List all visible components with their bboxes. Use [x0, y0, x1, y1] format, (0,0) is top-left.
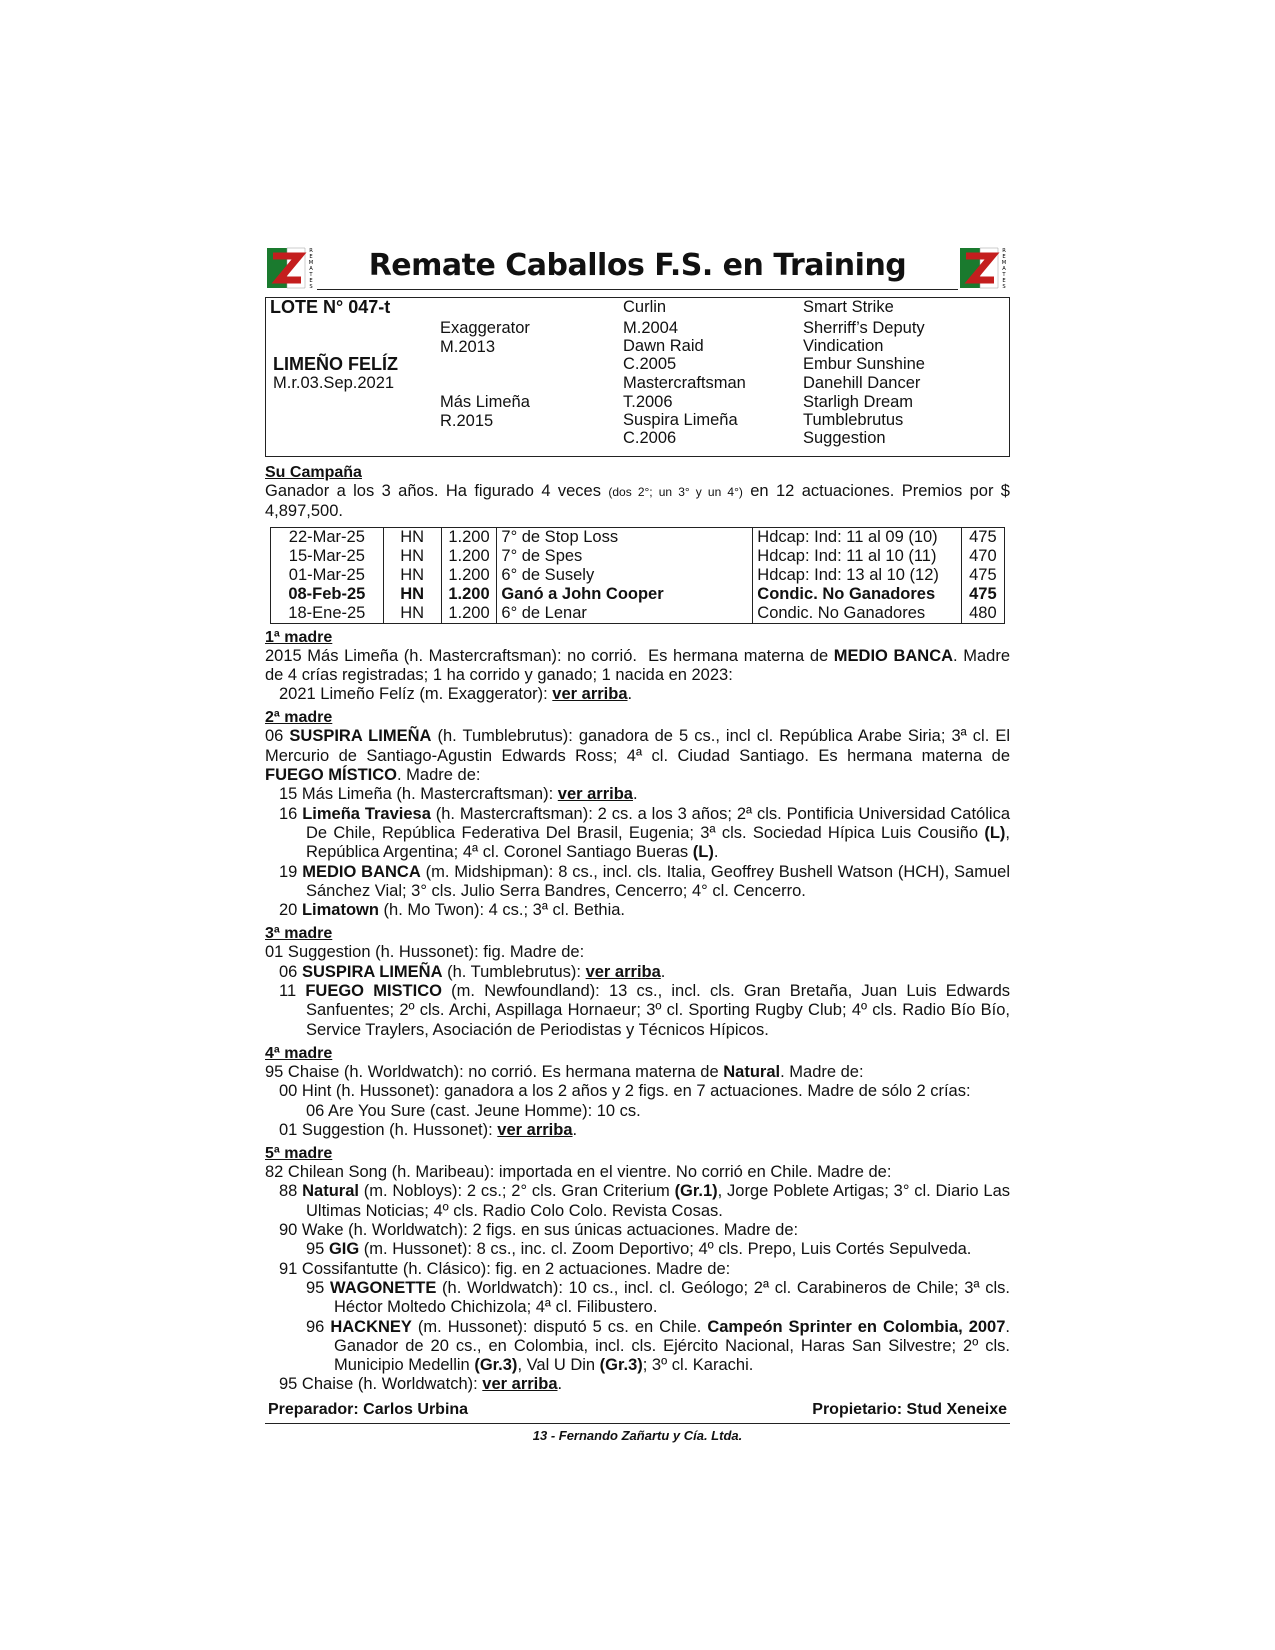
- footer-credits: [265, 1401, 1010, 1419]
- race-track: HN: [383, 566, 441, 585]
- grandsire-2-info: T.2006: [623, 393, 673, 411]
- grandsire-2: Mastercraftsman: [623, 374, 746, 392]
- page-footer-note: 13 - Fernando Zañartu y Cía. Ltda.: [532, 1427, 743, 1443]
- second-dam-title: 2ª madre: [265, 709, 333, 727]
- race-distance: 1.200: [441, 547, 497, 566]
- race-condition: Hdcap: Ind: 13 al 10 (12): [753, 566, 962, 585]
- dam-info: R.2015: [440, 412, 494, 430]
- race-date: 18-Ene-25: [271, 604, 384, 624]
- fourth-dam-grand-offspring: 06 Are You Sure (cast. Jeune Homme): 10 cs.: [306, 1101, 641, 1120]
- svg-text:A: A: [309, 266, 313, 272]
- race-distance: 1.200: [441, 604, 497, 624]
- title-underline: [317, 289, 958, 290]
- fifth-dam-title: 5ª madre: [265, 1145, 333, 1163]
- ggs-2: Sherriff’s Deputy: [803, 319, 925, 337]
- sire-info: M.2013: [440, 338, 496, 356]
- first-dam-offspring: 2021 Limeño Felíz (m. Exaggerator): ver arriba.: [279, 685, 633, 704]
- svg-text:R: R: [1002, 248, 1006, 254]
- race-result: Ganó a John Cooper: [497, 585, 753, 604]
- race-date: 15-Mar-25: [271, 547, 384, 566]
- race-track: HN: [383, 527, 441, 547]
- svg-text:E: E: [309, 278, 313, 284]
- svg-text:R: R: [309, 248, 313, 254]
- race-weight: 475: [961, 566, 1004, 585]
- svg-text:S: S: [1002, 284, 1006, 290]
- footer-rule: [265, 1423, 1010, 1424]
- ggs-7: Tumblebrutus: [803, 411, 904, 429]
- race-result: 7° de Stop Loss: [497, 527, 753, 547]
- race-row: [271, 604, 1005, 624]
- race-row: [271, 527, 1005, 547]
- second-dam-offspring-1: 15 Más Limeña (h. Mastercraftsman): ver arriba.: [279, 785, 638, 804]
- dam-name: Más Limeña: [440, 393, 530, 411]
- second-dam-offspring-3: 19 MEDIO BANCA (m. Midshipman): 8 cs., incl. cls. Italia, Geoffrey Bushell Watson (HCH), Samuel Sánchez Vial; 3° cls. Julio Serra Bandres, Cencerro; 4° cl. Cencerro.: [279, 862, 1010, 900]
- race-weight: 470: [961, 547, 1004, 566]
- third-dam-offspring-1: 06 SUSPIRA LIMEÑA (h. Tumblebrutus): ver arriba.: [279, 962, 666, 981]
- fourth-dam-offspring-1: 00 Hint (h. Hussonet): ganadora a los 2 años y 2 figs. en 7 actuaciones. Madre de sólo 2 crías:: [279, 1082, 971, 1101]
- horse-name: LIMEÑO FELÍZ: [273, 354, 398, 374]
- race-track: HN: [383, 604, 441, 624]
- ggs-6: Starligh Dream: [803, 393, 914, 411]
- second-dam-offspring-4: 20 Limatown (h. Mo Twon): 4 cs.; 3ª cl. Bethia.: [279, 901, 626, 920]
- page-header: [265, 240, 1010, 290]
- third-dam-title: 3ª madre: [265, 925, 333, 943]
- page-title: Remate Caballos F.S. en Training: [368, 248, 907, 283]
- race-date: 01-Mar-25: [271, 566, 384, 585]
- fourth-dam-text: 95 Chaise (h. Worldwatch): no corrió. Es hermana materna de Natural. Madre de:: [265, 1062, 864, 1081]
- zanartu-logo-right: [958, 244, 1010, 290]
- lot-number: LOTE N° 047-t: [270, 297, 391, 317]
- second-dam-text: 06 SUSPIRA LIMEÑA (h. Tumblebrutus): ganadora de 5 cs., incl cl. República Arabe Siria; 3ª cl. El Mercurio de Santiago-Agustin Edwards Ross; 4ª cl. Ciudad Santiago. Es hermana materna de FUEGO MÍSTICO. Madre de:: [265, 727, 1011, 785]
- see-above-link[interactable]: ver arriba: [482, 1375, 558, 1394]
- campaign-placings: (dos 2°; un 3° y un 4°): [608, 485, 743, 499]
- race-result: 6° de Susely: [497, 566, 753, 585]
- race-track: HN: [383, 585, 441, 604]
- sire-name: Exaggerator: [440, 319, 530, 337]
- trainer: Preparador: Carlos Urbina: [268, 1400, 469, 1418]
- race-condition: Hdcap: Ind: 11 al 10 (11): [753, 547, 962, 566]
- zanartu-logo: [265, 244, 317, 290]
- fifth-dam-grand-offspring-3: 96 HACKNEY (m. Hussonet): disputó 5 cs. en Chile. Campeón Sprinter en Colombia, 2007. Ganador de 20 cs., en Colombia, incl. cls. Ejército Nacional, Haras San Silvestre; 2º cls. Municipio Medellin (Gr.3), Val U Din (Gr.3); 3º cl. Karachi.: [306, 1317, 1010, 1375]
- ggs-5: Danehill Dancer: [803, 374, 921, 392]
- ggs-3: Vindication: [803, 337, 884, 355]
- race-date: 22-Mar-25: [271, 527, 384, 547]
- race-row: [271, 566, 1005, 585]
- see-above-link[interactable]: ver arriba: [552, 685, 628, 704]
- race-track: HN: [383, 547, 441, 566]
- race-distance: 1.200: [441, 527, 497, 547]
- pedigree-box: [265, 297, 1010, 457]
- svg-text:E: E: [1002, 254, 1006, 260]
- granddam-2-info: C.2006: [623, 429, 677, 447]
- race-distance: 1.200: [441, 566, 497, 585]
- campaign-title: Su Campaña: [265, 464, 362, 481]
- granddam-1-info: C.2005: [623, 355, 677, 373]
- race-row: [271, 585, 1005, 604]
- svg-text:E: E: [309, 254, 313, 260]
- svg-text:T: T: [309, 272, 313, 278]
- campaign-text-a: Ganador a los 3 años. Ha figurado 4 veces: [265, 482, 601, 500]
- ggs-8: Suggestion: [803, 429, 886, 447]
- race-condition: Condic. No Ganadores: [753, 585, 962, 604]
- fifth-dam-offspring-2: 90 Wake (h. Worldwatch): 2 figs. en sus únicas actuaciones. Madre de:: [279, 1221, 799, 1240]
- race-history-table: [270, 527, 1005, 624]
- catalog-page: [265, 240, 1010, 1443]
- race-weight: 480: [961, 604, 1004, 624]
- race-condition: Hdcap: Ind: 11 al 09 (10): [753, 527, 962, 547]
- owner: Propietario: Stud Xeneixe: [812, 1400, 1007, 1418]
- fifth-dam-grand-offspring-1: 95 GIG (m. Hussonet): 8 cs., inc. cl. Zoom Deportivo; 4º cls. Prepo, Luis Cortés Sepulveda.: [306, 1240, 972, 1259]
- fifth-dam-text: 82 Chilean Song (h. Maribeau): importada en el vientre. No corrió en Chile. Madre de:: [265, 1163, 892, 1182]
- fourth-dam-offspring-2: 01 Suggestion (h. Hussonet): ver arriba.: [279, 1120, 578, 1139]
- race-condition: Condic. No Ganadores: [753, 604, 962, 624]
- race-weight: 475: [961, 585, 1004, 604]
- svg-text:M: M: [1001, 260, 1007, 266]
- see-above-link[interactable]: ver arriba: [497, 1120, 573, 1139]
- see-above-link[interactable]: ver arriba: [557, 785, 633, 804]
- fifth-dam-offspring-1: 88 Natural (m. Nobloys): 2 cs.; 2° cls. Gran Criterium (Gr.1), Jorge Poblete Artigas; 3° cl. Diario Las Ultimas Noticias; 4º cls. Radio Colo Colo. Revista Cosas.: [279, 1182, 1010, 1220]
- campaign-text-b: en 12 actuaciones. Premios por $ 4,897,500.: [265, 482, 1010, 521]
- race-result: 6° de Lenar: [497, 604, 753, 624]
- see-above-link[interactable]: ver arriba: [585, 962, 661, 981]
- third-dam-text: 01 Suggestion (h. Hussonet): fig. Madre de:: [265, 943, 585, 962]
- ggs-4: Embur Sunshine: [803, 355, 925, 373]
- horse-info: M.r.03.Sep.2021: [273, 374, 395, 392]
- granddam-1: Dawn Raid: [623, 337, 704, 355]
- fifth-dam-offspring-3: 91 Cossifantutte (h. Clásico): fig. en 2 actuaciones. Madre de:: [279, 1259, 731, 1278]
- grandsire-1: Curlin: [623, 298, 667, 316]
- first-dam-text: 2015 Más Limeña (h. Mastercraftsman): no corrió. Es hermana materna de MEDIO BANCA. Madre de 4 crías registradas; 1 ha corrido y ganado; 1 nacida en 2023:: [265, 646, 1010, 684]
- svg-text:E: E: [1002, 278, 1006, 284]
- fifth-dam-grand-offspring-2: 95 WAGONETTE (h. Worldwatch): 10 cs., incl. cl. Geólogo; 2ª cl. Carabineros de Chile; 3ª cls. Héctor Moltedo Chichizola; 4ª cl. Filibustero.: [306, 1278, 1010, 1317]
- race-date: 08-Feb-25: [271, 585, 384, 604]
- svg-text:A: A: [1002, 266, 1006, 272]
- third-dam-offspring-2: 11 FUEGO MISTICO (m. Newfoundland): 13 cs., incl. cls. Gran Bretaña, Juan Luis Edwards Sanfuentes; 2º cls. Archi, Aspillaga Hornaeur; 3º cl. Sporting Rugby Club; 4º cls. Radio Bío Bío, Service Traylers, Asociación de Periodistas y Técnicos Hípicos.: [279, 982, 1011, 1039]
- svg-text:S: S: [309, 284, 313, 290]
- ggs-1: Smart Strike: [803, 298, 894, 316]
- svg-text:M: M: [308, 260, 314, 266]
- race-weight: 475: [961, 527, 1004, 547]
- granddam-2: Suspira Limeña: [623, 411, 738, 429]
- campaign-summary: [265, 482, 1010, 522]
- first-dam-title: 1ª madre: [265, 628, 333, 646]
- svg-text:T: T: [1002, 272, 1006, 278]
- fifth-dam-offspring-4: 95 Chaise (h. Worldwatch): ver arriba.: [279, 1375, 563, 1394]
- fourth-dam-title: 4ª madre: [265, 1044, 333, 1062]
- race-distance: 1.200: [441, 585, 497, 604]
- race-row: [271, 547, 1005, 566]
- race-result: 7° de Spes: [497, 547, 753, 566]
- grandsire-1-info: M.2004: [623, 319, 679, 337]
- second-dam-offspring-2: 16 Limeña Traviesa (h. Mastercraftsman): 2 cs. a los 3 años; 2ª cls. Pontificia Universidad Católica De Chile, República Federativa Del Brasil, Eugenia; 3ª cls. Sociedad Hípica Luis Cousiño (L), República Argentina; 4ª cl. Coronel Santiago Bueras (L).: [279, 804, 1010, 862]
